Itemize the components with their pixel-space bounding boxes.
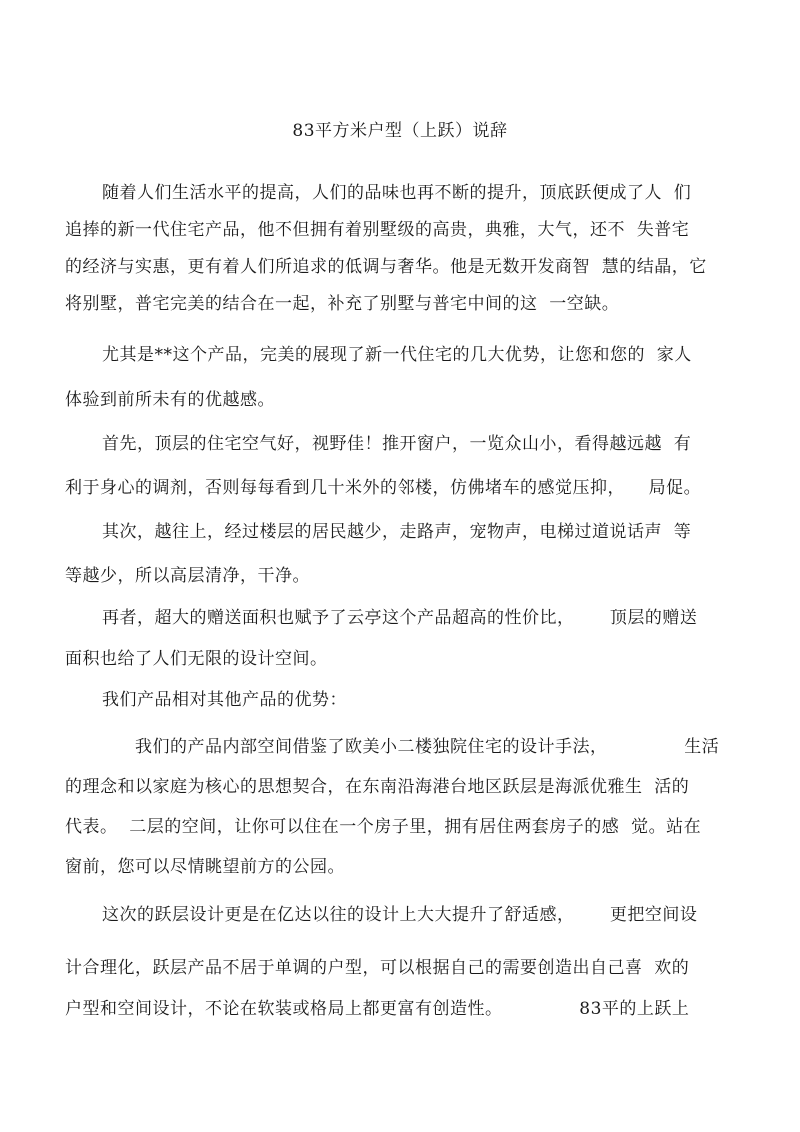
paragraph-1-line-2: 追捧的新一代住宅产品，他不但拥有着别墅级的高贵，典雅，大气，还不 失普宅: [65, 220, 690, 240]
paragraph-8-line-2: 计合理化，跃层产品不居于单调的户型，可以根据自己的需要创造出自己喜 欢的: [65, 958, 690, 978]
paragraph-3-line-1: 首先，顶层的住宅空气好，视野佳！推开窗户，一览众山小，看得越远越 有: [102, 434, 692, 454]
paragraph-4-line-1: 其次，越往上，经过楼层的居民越少，走路声，宠物声，电梯过道说话声 等: [102, 522, 692, 542]
paragraph-1-line-4: 将别墅，普宅完美的结合在一起，补充了别墅与普宅中间的这 一空缺。: [65, 294, 620, 314]
paragraph-1-line-1: 随着人们生活水平的提高，人们的品味也再不断的提升，顶底跃便成了人 们: [102, 183, 692, 203]
paragraph-7-line-3: 代表。 二层的空间，让你可以住在一个房子里，拥有居住两套房子的感 觉。站在: [65, 817, 702, 837]
paragraph-4-line-2: 等越少，所以高层清净，干净。: [65, 566, 310, 586]
paragraph-6-line-1: 我们产品相对其他产品的优势：: [102, 690, 347, 710]
paragraph-8-line-1: 这次的跃层设计更是在亿达以往的设计上大大提升了舒适感， 更把空间设: [102, 905, 698, 925]
paragraph-2-line-1: 尤其是**这个产品，完美的展现了新一代住宅的几大优势，让您和您的 家人: [102, 345, 692, 365]
document-title: 83平方米户型（上跃）说辞: [292, 121, 508, 141]
paragraph-8-line-3: 户型和空间设计，不论在软装或格局上都更富有创造性。 83平的上跃上: [65, 999, 690, 1019]
paragraph-5-line-1: 再者，超大的赠送面积也赋予了云亭这个产品超高的性价比， 顶层的赠送: [102, 608, 698, 628]
paragraph-1-line-3: 的经济与实惠，更有着人们所追求的低调与奢华。他是无数开发商智 慧的结晶，它: [65, 257, 707, 277]
paragraph-5-line-2: 面积也给了人们无限的设计空间。: [65, 649, 328, 669]
paragraph-2-line-2: 体验到前所未有的优越感。: [65, 390, 275, 410]
paragraph-7-line-4: 窗前，您可以尽情眺望前方的公园。: [65, 857, 345, 877]
paragraph-7-line-2: 的理念和以家庭为核心的思想契合，在东南沿海港台地区跃层是海派优雅生 活的: [65, 777, 690, 797]
paragraph-3-line-2: 利于身心的调剂，否则每每看到几十米外的邻楼，仿佛堵车的感觉压抑， 局促。: [65, 478, 702, 498]
paragraph-7-line-1: 我们的产品内部空间借鉴了欧美小二楼独院住宅的设计手法， 生活: [135, 737, 720, 757]
